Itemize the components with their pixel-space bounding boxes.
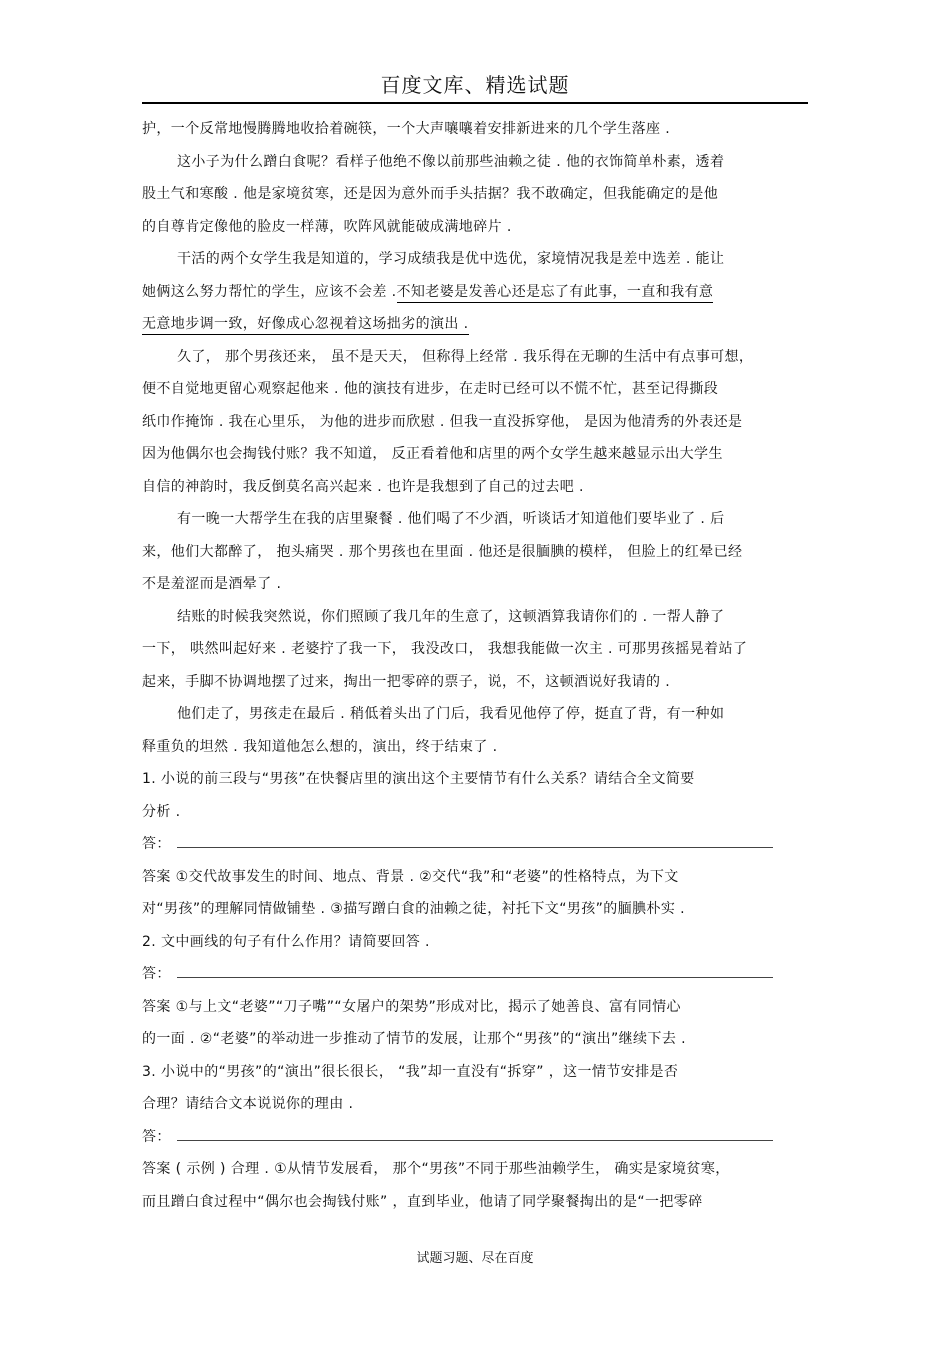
text-line: 股土气和寒酸 . 他是家境贫寒，还是因为意外而手头拮据？我不敢确定，但我能确定的是他 [142,186,719,202]
underlined-sentence: 无意地步调一致，好像成心忽视着这场拙劣的演出 . [142,314,469,335]
question-3-cont: 合理？请结合文本说说你的理由 . [142,1096,354,1112]
text-line: 干活的两个女学生我是知道的，学习成绩我是优中选优，家境情况我是差中选差 . 能让 [177,251,725,267]
question-1: 1. 小说的前三段与“男孩”在快餐店里的演出这个主要情节有什么关系？请结合全文简要 [142,771,695,787]
text-line: 一下， 哄然叫起好来 . 老婆拧了我一下， 我没改口， 我想我能做一次主 . 可那男孩摇晃着站了 [142,641,748,657]
page-footer: 试题习题、尽在百度 [416,1251,534,1266]
answer-2: 答案 ①与上文“老婆”“刀子嘴”“女屠户的架势”形成对比，揭示了她善良、富有同情心 [142,998,681,1015]
text-line: 自信的神韵时，我反倒莫名高兴起来 . 也许是我想到了自己的过去吧 . [142,478,584,495]
answer-3-cont: 而且蹭白食过程中“偶尔也会掏钱付账” ，直到毕业，他请了同学聚餐掏出的是“一把零碎 [142,1193,703,1210]
answer-label: 答： [142,836,171,852]
answer-field-3 [142,1123,808,1156]
text-line: 久了， 那个男孩还来， 虽不是天天， 但称得上经常 . 我乐得在无聊的生活中有点事可想， [177,348,754,365]
header-title: 百度文库、精选试题 [380,73,570,97]
answer-3: 答案 ( 示例 ) 合理 . ①从情节发展看， 那个“男孩”不同于那些油赖学生， 确实是家境贫寒， [142,1161,730,1177]
text-line: 释重负的坦然 . 我知道他怎么想的，演出，终于结束了 . [142,738,498,755]
document-body [142,115,808,1220]
text-line: 的自尊肯定像他的脸皮一样薄，吹阵风就能破成满地碎片 . [142,218,512,235]
page-header [142,68,808,104]
text-line: 护，一个反常地慢腾腾地收拾着碗筷，一个大声嚷嚷着安排新进来的几个学生落座 . [142,121,671,137]
text-line [142,310,808,343]
text-line: 这小子为什么蹭白食呢？看样子他绝不像以前那些油赖之徒 . 他的衣饰简单朴素，透着 [177,153,725,170]
answer-blank [177,835,773,848]
text-line: 他们走了，男孩走在最后 . 稍低着头出了门后，我看见他停了停，挺直了背，有一种如 [177,706,725,722]
text-line: 纸巾作掩饰 . 我在心里乐， 为他的进步而欣慰 . 但我一直没拆穿他， 是因为他清秀的外表还是 [142,413,743,430]
answer-field-1 [142,830,808,863]
underlined-sentence: 不知老婆是发善心还是忘了有此事，一直和我有意 [397,282,714,303]
text-line: 来，他们大都醉了， 抱头痛哭 . 那个男孩也在里面 . 他还是很腼腆的模样， 但脸上的红晕已经 [142,543,743,560]
text-line: 结账的时候我突然说，你们照顾了我几年的生意了，这顿酒算我请你们的 . 一帮人静了 [177,608,725,625]
text-line: 因为他偶尔也会掏钱付账？我不知道， 反正看着他和店里的两个女学生越来越显示出大学生 [142,446,723,462]
answer-blank [177,1128,773,1141]
answer-label: 答： [142,966,171,982]
text-line: 不是羞涩而是酒晕了 . [142,576,282,592]
answer-field-2 [142,960,808,993]
answer-2-cont: 的一面 . ②“老婆”的举动进一步推动了情节的发展，让那个“男孩”的“演出”继续下去 . [142,1031,686,1047]
answer-label: 答： [142,1128,171,1145]
question-1-cont: 分析 . [142,803,181,820]
question-3: 3. 小说中的“男孩”的“演出”很长很长， “我”却一直没有“拆穿” ，这一情节安排是否 [142,1063,679,1080]
answer-1: 答案 ①交代故事发生的时间、地点、背景 . ②交代“我”和“老婆”的性格特点，为下文 [142,868,679,885]
text-segment: 她俩这么努力帮忙的学生，应该不会差 . [142,283,397,300]
question-2: 2. 文中画线的句子有什么作用？请简要回答 . [142,933,430,950]
answer-blank [177,965,773,978]
answer-1-cont: 对“男孩”的理解同情做铺垫 . ③描写蹭白食的油赖之徒，衬托下文“男孩”的腼腆朴实 . [142,901,686,917]
text-line: 便不自觉地更留心观察起他来 . 他的演技有进步，在走时已经可以不慌不忙，甚至记得撕段 [142,381,719,397]
text-line: 有一晚一大帮学生在我的店里聚餐 . 他们喝了不少酒，听谈话才知道他们要毕业了 . 后 [177,511,725,527]
text-line [142,278,808,311]
text-line: 起来，手脚不协调地摆了过来，掏出一把零碎的票子，说，不，这顿酒说好我请的 . [142,673,671,690]
